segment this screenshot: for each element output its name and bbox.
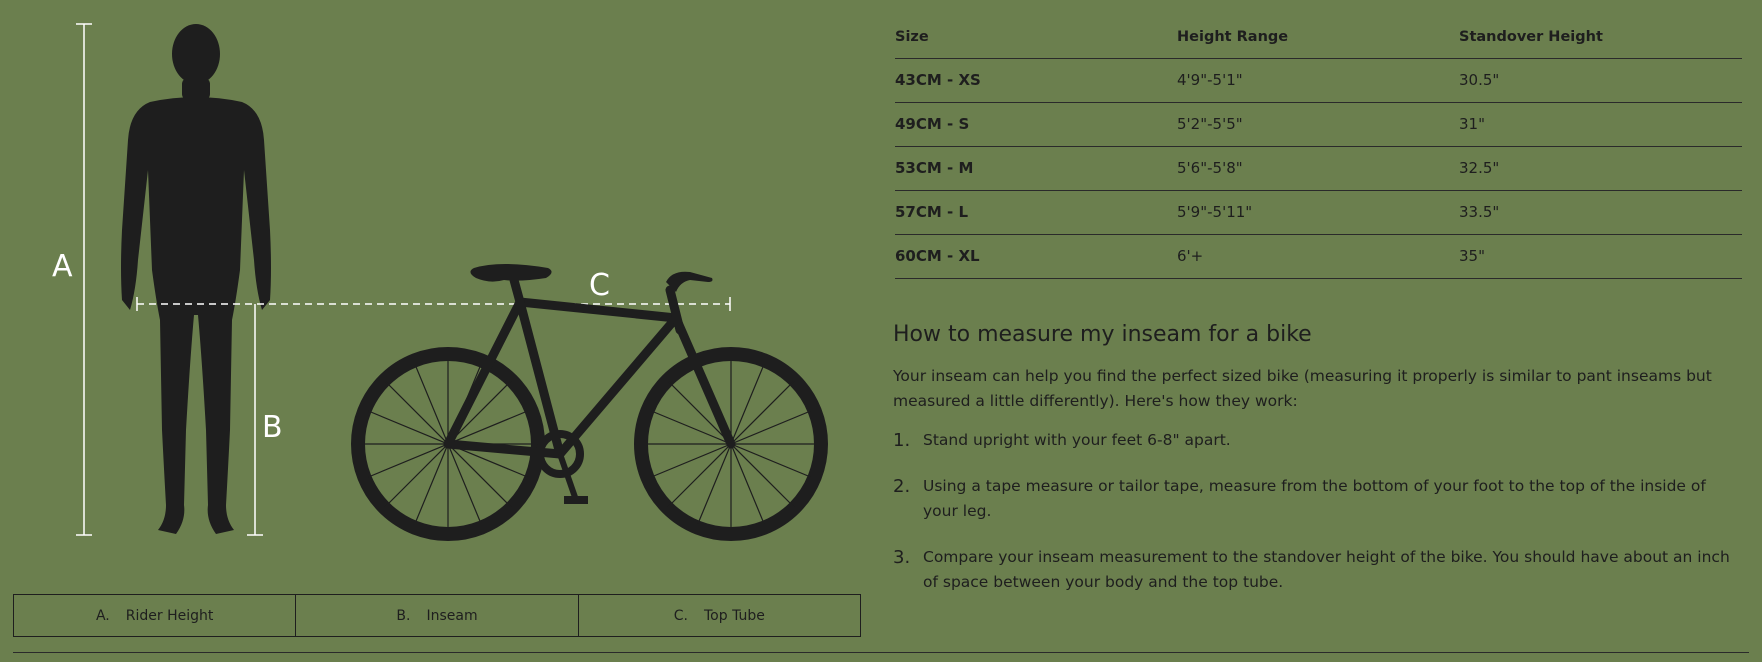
legend-letter: C. <box>673 607 688 624</box>
cell-height-range: 5'9"-5'11" <box>1177 190 1459 234</box>
cell-height-range: 4'9"-5'1" <box>1177 58 1459 102</box>
cell-size: 57CM - L <box>895 190 1177 234</box>
guide-steps <box>893 428 1743 595</box>
measurement-legend <box>13 594 861 637</box>
cell-height-range: 5'2"-5'5" <box>1177 102 1459 146</box>
step-text: Stand upright with your feet 6-8" apart. <box>923 431 1231 449</box>
legend-letter: A. <box>95 607 110 624</box>
inseam-line <box>247 304 263 535</box>
size-chart-table <box>895 16 1742 279</box>
cell-standover: 35" <box>1459 234 1742 278</box>
step-number: 2. <box>893 476 911 497</box>
legend-letter: B. <box>396 607 411 624</box>
cell-height-range: 6'+ <box>1177 234 1459 278</box>
cell-size: 43CM - XS <box>895 58 1177 102</box>
guide-step <box>893 545 1743 595</box>
inseam-guide <box>893 322 1743 616</box>
rider-silhouette <box>121 24 271 534</box>
legend-label: Top Tube <box>704 607 765 624</box>
legend-item-top-tube <box>578 595 860 636</box>
cell-standover: 31" <box>1459 102 1742 146</box>
table-row <box>895 146 1742 190</box>
header-height-range: Height Range <box>1177 16 1459 58</box>
legend-label: Rider Height <box>125 607 214 624</box>
legend-label: Inseam <box>426 607 478 624</box>
label-c: C <box>589 268 610 303</box>
size-table <box>895 16 1742 279</box>
step-number: 1. <box>893 430 911 451</box>
bicycle <box>358 280 821 534</box>
cell-size: 53CM - M <box>895 146 1177 190</box>
size-diagram-svg <box>0 0 870 580</box>
size-diagram <box>0 0 870 580</box>
section-divider <box>13 652 1749 653</box>
cell-standover: 32.5" <box>1459 146 1742 190</box>
header-standover-height: Standover Height <box>1459 16 1742 58</box>
header-size: Size <box>895 16 1177 58</box>
table-row <box>895 102 1742 146</box>
step-number: 3. <box>893 547 911 568</box>
table-row <box>895 190 1742 234</box>
guide-intro: Your inseam can help you find the perfect sized bike (measuring it properly is similar to pant inseams but measured a little differently). Here's how they work: <box>893 367 1712 410</box>
legend-item-inseam <box>295 595 577 636</box>
step-text: Compare your inseam measurement to the standover height of the bike. You should have about an inch of space between your body and the top tube. <box>923 548 1730 591</box>
cell-size: 60CM - XL <box>895 234 1177 278</box>
cell-standover: 30.5" <box>1459 58 1742 102</box>
step-text: Using a tape measure or tailor tape, measure from the bottom of your foot to the top of the inside of your leg. <box>923 477 1706 520</box>
cell-standover: 33.5" <box>1459 190 1742 234</box>
table-header-row <box>895 16 1742 58</box>
table-row <box>895 234 1742 278</box>
label-b: B <box>262 410 283 445</box>
label-a: A <box>52 249 73 284</box>
rider-height-line <box>76 24 92 535</box>
guide-title: How to measure my inseam for a bike <box>893 322 1312 347</box>
guide-step <box>893 474 1743 524</box>
guide-step <box>893 428 1743 453</box>
legend-item-rider-height <box>14 595 295 636</box>
cell-height-range: 5'6"-5'8" <box>1177 146 1459 190</box>
cell-size: 49CM - S <box>895 102 1177 146</box>
table-row <box>895 58 1742 102</box>
